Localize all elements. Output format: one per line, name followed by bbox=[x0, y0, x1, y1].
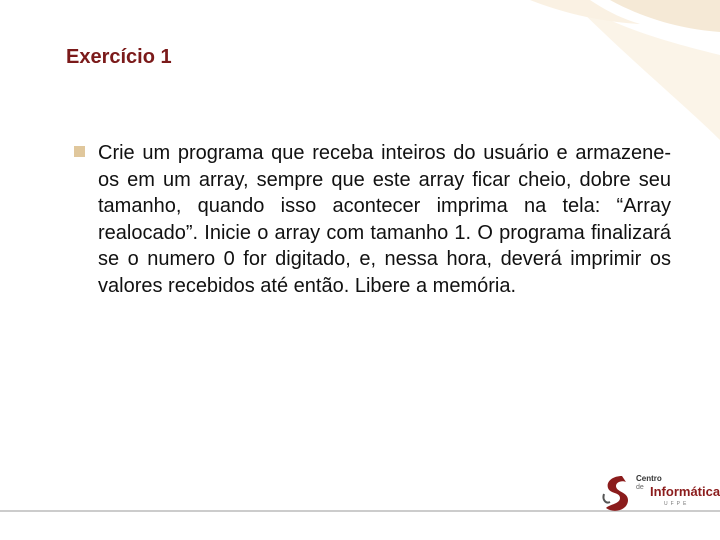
corner-decoration bbox=[530, 0, 720, 140]
logo-text-informatica: Informática bbox=[650, 484, 720, 499]
slide-title: Exercício 1 bbox=[66, 46, 172, 68]
logo-text-de: de bbox=[636, 484, 644, 491]
cin-logo bbox=[600, 470, 720, 520]
logo-text-ufpe: UFPE bbox=[664, 501, 690, 507]
logo-text-centro: Centro bbox=[636, 474, 662, 483]
bullet-text: Crie um programa que receba inteiros do usuário e armazene-os em um array, sempre que este array ficar cheio, dobre seu tamanho, quando isso acontecer imprima na tela: “Array realocado”. Inicie o array com tamanho 1. O programa finalizará se o numero 0 for digitado, e, nessa hora, deverá imprimir os valores recebidos até então. Libere a memória. bbox=[98, 142, 671, 297]
bullet-square-icon bbox=[74, 146, 85, 157]
cin-logo-icon bbox=[600, 474, 634, 516]
